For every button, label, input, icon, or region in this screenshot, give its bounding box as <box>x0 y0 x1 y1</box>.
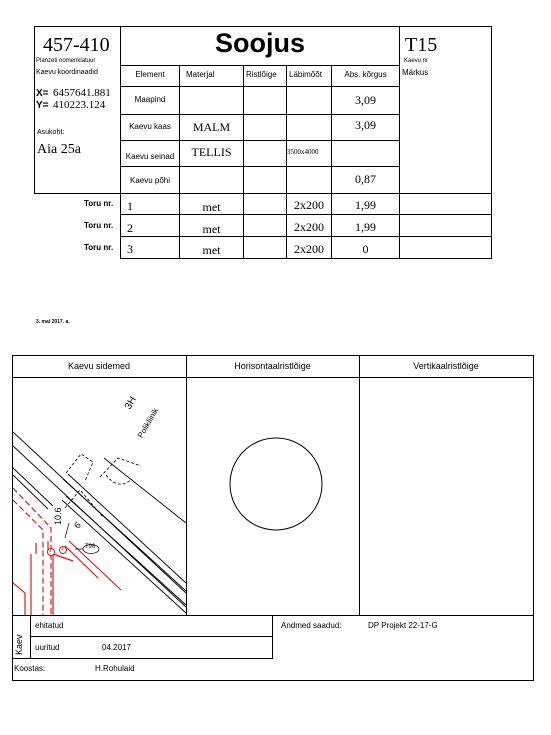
row-labimoot: 3500x4000 <box>287 148 319 156</box>
col-materjal: Materjal <box>186 70 215 79</box>
map-label-line: Polikliinik <box>136 406 161 440</box>
col-kaevu-sidemed: Kaevu sidemed <box>67 361 131 371</box>
pipe-materjal: met <box>202 243 221 257</box>
marker-label: 1 <box>49 548 52 554</box>
location-caption: Asukoht: <box>37 129 65 136</box>
pipe-korgus: 1,99 <box>355 220 376 234</box>
side-label: Kaev <box>14 634 24 655</box>
pipe-nr: 1 <box>127 199 133 213</box>
x-value: 6457641.881 <box>52 87 111 99</box>
row-materjal: MALM <box>192 120 231 134</box>
row-materjal: TELLIS <box>191 145 232 159</box>
site-map <box>13 378 186 615</box>
col-ristloige: Ristlõige <box>246 70 277 79</box>
pipe-nr: 3 <box>127 242 133 256</box>
pipe-materjal: met <box>202 222 221 236</box>
dimension-label: 10.6 <box>53 507 63 525</box>
sheet-caption: Planzeti nomenklatuur <box>36 58 96 64</box>
source-label: Andmed saadud: <box>281 621 342 630</box>
horizontal-section-circle <box>228 436 324 532</box>
pipe-labimoot: 2x200 <box>294 220 324 234</box>
pipe-labimoot: 2x200 <box>294 242 324 256</box>
pipe-materjal: met <box>202 200 221 214</box>
well-number: T15 <box>405 34 438 56</box>
row1-label: ehitatud <box>35 621 64 630</box>
col-vertikaal: Vertikaalristlõige <box>413 361 479 371</box>
map-label-3h: 3H <box>123 394 139 412</box>
source-value: DP Projekt 22-17-G <box>368 621 438 630</box>
dimension-label: 6 <box>72 520 83 531</box>
row-korgus: 3,09 <box>355 93 376 107</box>
row-element: Maapind <box>134 95 166 104</box>
row-element: Kaevu põhi <box>129 176 171 185</box>
well-number-caption: Kaevu nr <box>404 58 429 64</box>
pipe-labimoot: 2x200 <box>294 198 324 212</box>
col-element: Element <box>135 70 165 79</box>
location-value: Aia 25a <box>37 142 81 157</box>
y-value: 410223.124 <box>52 99 106 111</box>
row2-value: 04.2017 <box>102 643 131 652</box>
date-note: 3. mai 2017. a. <box>36 319 70 325</box>
y-label: Y= <box>36 100 49 111</box>
col-korgus: Abs. kõrgus <box>344 70 387 79</box>
sheet-code: 457-410 <box>43 34 110 56</box>
pipe-label: Toru nr. <box>84 243 114 252</box>
pipe-label: Toru nr. <box>84 199 114 208</box>
pipe-label: Toru nr. <box>84 221 114 230</box>
row-korgus: 0,87 <box>355 172 376 186</box>
x-label: X= <box>36 88 49 99</box>
coords-caption: Kaevu koordinaadid <box>36 69 98 76</box>
col-labimoot: Läbimõõt <box>289 70 322 79</box>
row-korgus: 3,09 <box>355 118 376 132</box>
y-coordinate <box>36 95 105 113</box>
row2-label: uuritud <box>35 643 60 652</box>
page-title: Soojus <box>214 28 305 58</box>
author-label: Koostas: <box>14 664 46 673</box>
col-horisontaal: Horisontaalristlõige <box>234 361 311 371</box>
pipe-nr: 2 <box>127 221 133 235</box>
author-value: H.Rohulaid <box>95 664 135 673</box>
row-element: Kaevu kaas <box>129 122 171 131</box>
pipe-korgus: 1,99 <box>355 198 376 212</box>
col-markus: Märkus <box>402 68 429 77</box>
pipe-korgus: 0 <box>362 242 369 256</box>
marker-label: 1 <box>61 546 64 552</box>
row-element: Kaevu seinad <box>125 152 175 161</box>
well-tag: T96 <box>85 544 96 550</box>
